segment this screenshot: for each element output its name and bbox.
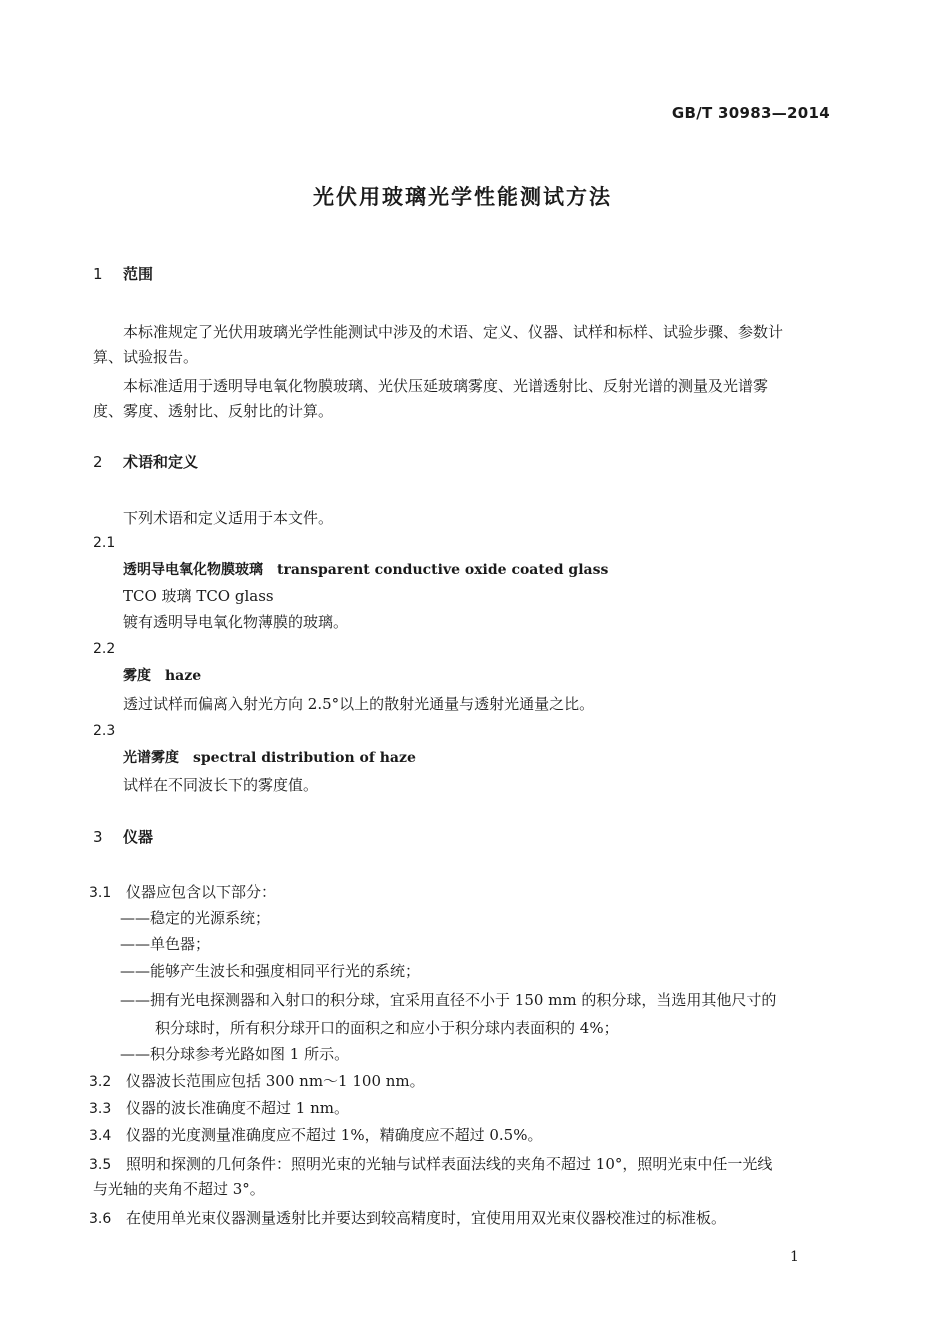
section-3-heading xyxy=(93,825,153,849)
term-zh: 光谱雾度 xyxy=(123,750,179,766)
clause-number: 3.5 xyxy=(89,1157,112,1173)
scope-para1-line1: 本标准规定了光伏用玻璃光学性能测试中涉及的术语、定义、仪器、试样和标样、试验步骤、参数计 xyxy=(123,323,784,341)
clause-3-4 xyxy=(89,1123,542,1148)
section-1-heading xyxy=(93,262,153,286)
clause-number: 3.2 xyxy=(89,1074,112,1090)
clause-text: 在使用单光束仪器测量透射比并要达到较高精度时，宜使用用双光束仪器校准过的标准板。 xyxy=(126,1209,727,1227)
clause-text: 仪器的波长准确度不超过 1 nm。 xyxy=(126,1099,349,1117)
scope-para2-line2: 度、雾度、透射比、反射比的计算。 xyxy=(93,402,334,420)
term-en: haze xyxy=(165,668,202,684)
clause-number: 3.4 xyxy=(89,1128,112,1144)
clause-number: 3.3 xyxy=(89,1101,112,1117)
clause-text: 仪器波长范围应包括 300 nm～1 100 nm。 xyxy=(126,1072,425,1090)
clause-number: 3.1 xyxy=(89,885,112,901)
clause-3-5 xyxy=(89,1152,772,1177)
term-zh: 透明导电氧化物膜玻璃 xyxy=(123,562,263,578)
term-heading xyxy=(123,664,201,688)
term-en: spectral distribution of haze xyxy=(193,750,416,766)
list-item: ——稳定的光源系统； xyxy=(120,909,271,927)
term-alt: TCO 玻璃 TCO glass xyxy=(123,587,274,605)
section-number: 3 xyxy=(93,828,103,846)
section-number: 2 xyxy=(93,453,103,471)
clause-3-3 xyxy=(89,1096,349,1121)
clause-number: 3.6 xyxy=(89,1211,112,1227)
clause-3-6 xyxy=(89,1206,726,1231)
section-title: 范围 xyxy=(123,265,154,283)
section-title: 术语和定义 xyxy=(123,453,199,471)
clause-text: 照明和探测的几何条件：照明光束的光轴与试样表面法线的夹角不超过 10°，照明光束中任一光线 xyxy=(126,1155,773,1173)
page-number: 1 xyxy=(790,1249,799,1265)
term-zh: 雾度 xyxy=(123,668,151,684)
scope-para1-line2: 算、试验报告。 xyxy=(93,348,199,366)
clause-3-1 xyxy=(89,880,276,905)
standard-code: GB/T 30983—2014 xyxy=(671,104,830,122)
term-en: transparent conductive oxide coated glass xyxy=(277,562,609,578)
document-title: 光伏用玻璃光学性能测试方法 xyxy=(313,185,612,209)
term-number: 2.2 xyxy=(93,641,116,657)
term-heading xyxy=(123,558,608,582)
clause-3-2 xyxy=(89,1069,425,1094)
section-number: 1 xyxy=(93,265,103,283)
list-item: ——单色器； xyxy=(120,935,211,953)
section-2-heading xyxy=(93,450,198,474)
scope-para2-line1: 本标准适用于透明导电氧化物膜玻璃、光伏压延玻璃雾度、光谱透射比、反射光谱的测量及光谱雾 xyxy=(123,377,769,395)
term-definition: 镀有透明导电氧化物薄膜的玻璃。 xyxy=(123,613,349,631)
section-title: 仪器 xyxy=(123,828,154,846)
list-item: ——积分球参考光路如图 1 所示。 xyxy=(120,1045,350,1063)
list-item-continuation: 积分球时，所有积分球开口的面积之和应小于积分球内表面积的 4%； xyxy=(155,1019,619,1037)
list-item: ——拥有光电探测器和入射口的积分球，宜采用直径不小于 150 mm 的积分球，当选用其他尺寸的 xyxy=(120,991,777,1009)
term-heading xyxy=(123,746,416,770)
terms-intro: 下列术语和定义适用于本文件。 xyxy=(123,509,334,527)
list-item: ——能够产生波长和强度相同平行光的系统； xyxy=(120,962,421,980)
term-number: 2.1 xyxy=(93,535,116,551)
clause-3-5-continuation: 与光轴的夹角不超过 3°。 xyxy=(93,1180,265,1198)
clause-text: 仪器应包含以下部分： xyxy=(126,883,277,901)
term-definition: 透过试样而偏离入射光方向 2.5°以上的散射光通量与透射光通量之比。 xyxy=(123,695,595,713)
term-number: 2.3 xyxy=(93,723,116,739)
term-definition: 试样在不同波长下的雾度值。 xyxy=(123,776,319,794)
clause-text: 仪器的光度测量准确度应不超过 1%，精确度应不超过 0.5%。 xyxy=(126,1126,543,1144)
